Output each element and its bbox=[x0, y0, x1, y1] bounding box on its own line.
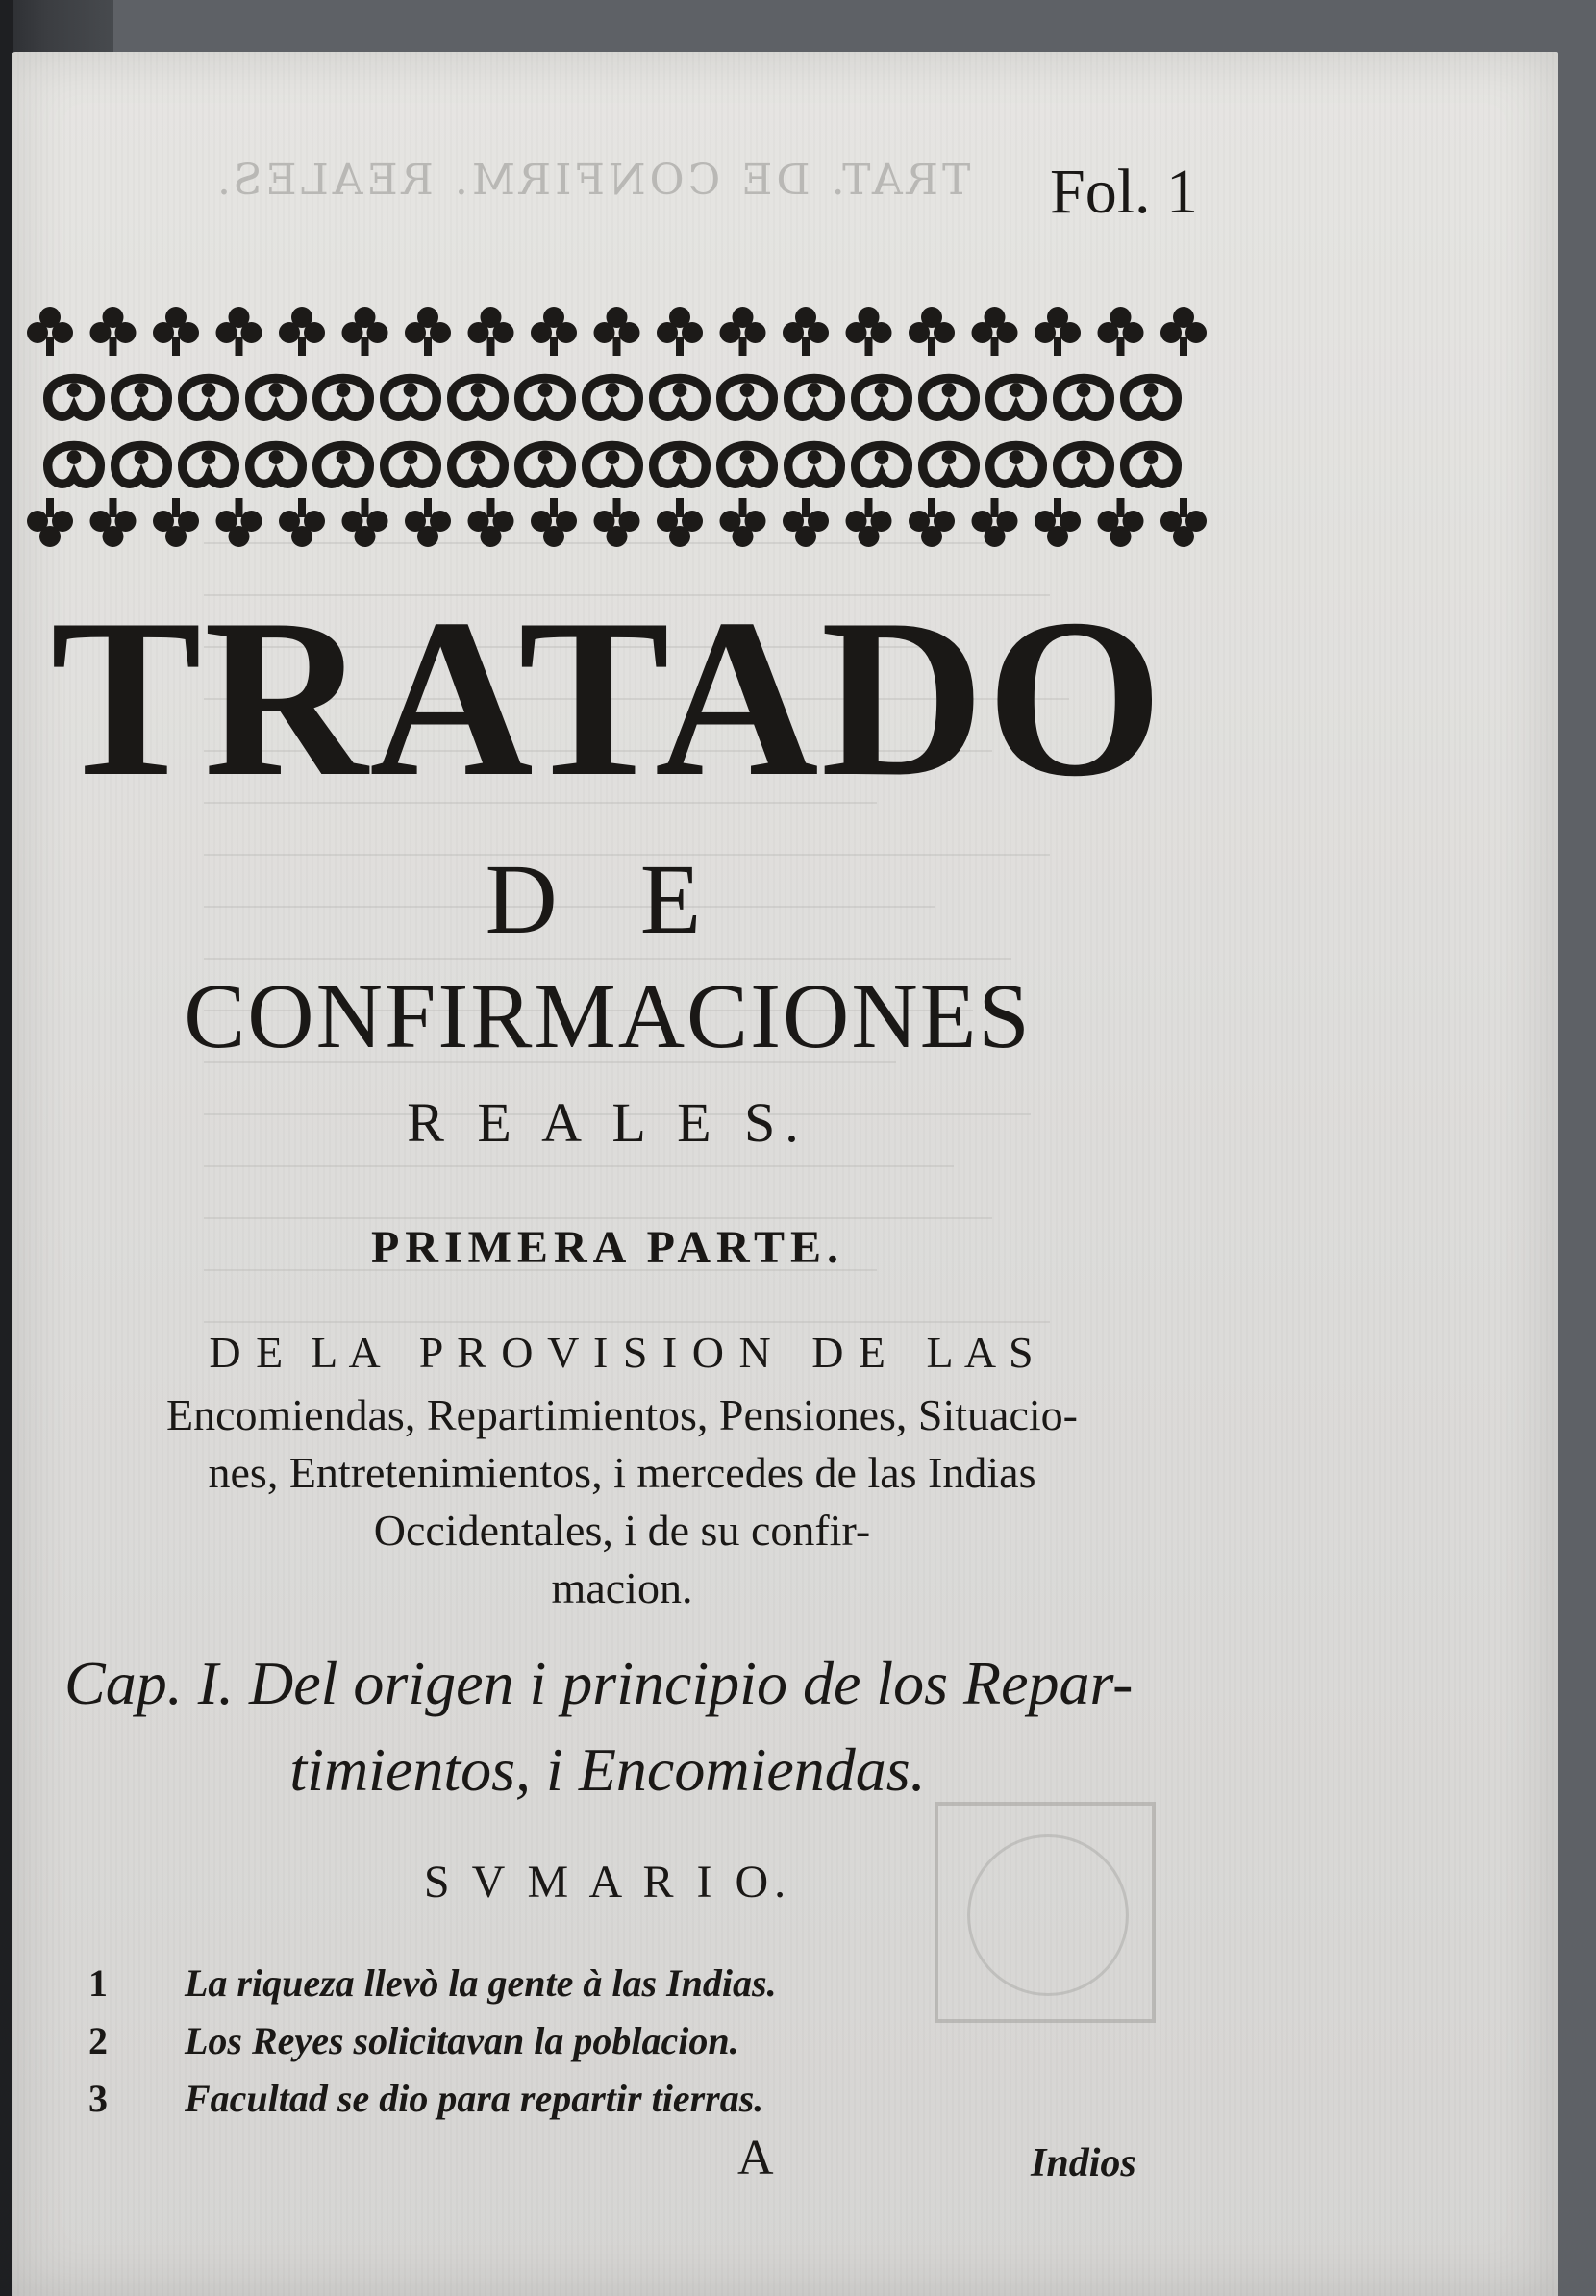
fleuron-icon bbox=[279, 498, 325, 547]
fleuron-icon bbox=[909, 498, 955, 547]
ornament-band bbox=[21, 292, 1209, 557]
fleuron-icon bbox=[1098, 498, 1144, 547]
fleuron-icon bbox=[586, 446, 639, 485]
fleuron-icon bbox=[783, 498, 829, 547]
title-reales: R E A L E S. bbox=[407, 1091, 809, 1154]
fleuron-icon bbox=[216, 307, 262, 356]
fleuron-icon bbox=[342, 498, 388, 547]
description-line-5: macion. bbox=[551, 1563, 693, 1612]
sumario-item bbox=[88, 2076, 763, 2121]
fleuron-icon bbox=[657, 498, 703, 547]
fleuron-icon bbox=[317, 446, 370, 485]
description-line-1: D E L A P R O V I S I O N D E L A S bbox=[209, 1328, 1035, 1377]
sumario-heading: S V M A R I O. bbox=[423, 1857, 792, 1908]
fleuron-icon bbox=[856, 379, 909, 417]
signature-mark: A bbox=[737, 2131, 774, 2185]
fleuron-icon bbox=[452, 446, 505, 485]
fleuron-icon bbox=[783, 307, 829, 356]
fleuron-icon bbox=[519, 446, 572, 485]
fleuron-icon bbox=[153, 307, 199, 356]
fleuron-icon bbox=[846, 498, 892, 547]
fleuron-icon bbox=[250, 446, 303, 485]
title-confirmaciones: CONFIRMACIONES bbox=[184, 964, 1032, 1067]
fleuron-icon bbox=[923, 446, 976, 485]
fleuron-icon bbox=[1125, 446, 1178, 485]
fleuron-icon bbox=[405, 307, 451, 356]
fleuron-icon bbox=[654, 379, 707, 417]
fleuron-icon bbox=[468, 307, 514, 356]
fleuron-icon bbox=[468, 498, 514, 547]
fleuron-icon bbox=[385, 446, 437, 485]
fleuron-icon bbox=[721, 379, 774, 417]
fleuron-icon bbox=[317, 379, 370, 417]
fleuron-icon bbox=[279, 307, 325, 356]
fleuron-icon bbox=[990, 379, 1043, 417]
fleuron-icon bbox=[909, 307, 955, 356]
fleuron-icon bbox=[846, 307, 892, 356]
catchword: Indios bbox=[1031, 2141, 1136, 2185]
fleuron-icon bbox=[216, 498, 262, 547]
fleuron-icon bbox=[594, 498, 640, 547]
sumario-item-number: 3 bbox=[88, 2077, 108, 2120]
fleuron-icon bbox=[27, 498, 73, 547]
fleuron-icon bbox=[1098, 307, 1144, 356]
sumario-item-text: Facultad se dio para repartir tierras. bbox=[185, 2077, 764, 2120]
fleuron-icon bbox=[788, 446, 841, 485]
fleuron-icon bbox=[1125, 379, 1178, 417]
fleuron-icon bbox=[923, 379, 976, 417]
title-tratado: TRATADO bbox=[50, 573, 1165, 824]
running-head-bleed: TRAT. DE CONFIRM. REALES. bbox=[213, 156, 971, 205]
sumario-item bbox=[88, 2018, 739, 2063]
fleuron-icon bbox=[48, 446, 101, 485]
fleuron-icon bbox=[788, 379, 841, 417]
bleed-through-initial-icon bbox=[935, 1802, 1156, 2023]
fleuron-icon bbox=[1058, 446, 1110, 485]
fleuron-icon bbox=[654, 446, 707, 485]
fleuron-icon bbox=[856, 446, 909, 485]
fleuron-icon bbox=[531, 307, 577, 356]
book-page bbox=[12, 52, 1558, 2296]
fleuron-icon bbox=[27, 307, 73, 356]
sumario-item-number: 2 bbox=[88, 2019, 108, 2062]
fleuron-icon bbox=[405, 498, 451, 547]
fleuron-icon bbox=[972, 307, 1018, 356]
fleuron-icon bbox=[183, 379, 236, 417]
fleuron-icon bbox=[342, 307, 388, 356]
fleuron-icon bbox=[1160, 498, 1207, 547]
fleuron-icon bbox=[250, 379, 303, 417]
fleuron-icon bbox=[720, 498, 766, 547]
fleuron-band-icon bbox=[21, 292, 1209, 557]
title-de: D E bbox=[485, 844, 731, 955]
fleuron-icon bbox=[90, 307, 137, 356]
fleuron-icon bbox=[657, 307, 703, 356]
fleuron-icon bbox=[385, 379, 437, 417]
fleuron-icon bbox=[183, 446, 236, 485]
sumario-item bbox=[88, 1960, 777, 2006]
chapter-heading-line-2: timientos, i Encomiendas. bbox=[289, 1735, 926, 1804]
description-line-2: Encomiendas, Repartimientos, Pensiones, Situacio- bbox=[166, 1390, 1078, 1439]
fleuron-icon bbox=[115, 379, 168, 417]
fleuron-icon bbox=[1035, 307, 1081, 356]
fleuron-icon bbox=[48, 379, 101, 417]
fleuron-icon bbox=[586, 379, 639, 417]
sumario-item-number: 1 bbox=[88, 1961, 108, 2005]
fleuron-icon bbox=[519, 379, 572, 417]
fleuron-icon bbox=[90, 498, 137, 547]
fleuron-icon bbox=[1160, 307, 1207, 356]
fleuron-icon bbox=[990, 446, 1043, 485]
chapter-heading-line-1: Cap. I. Del origen i principio de los Repar- bbox=[64, 1649, 1134, 1717]
sumario-item-text: Los Reyes solicitavan la poblacion. bbox=[185, 2019, 739, 2062]
description-line-3: nes, Entretenimientos, i mercedes de las Indias bbox=[208, 1448, 1036, 1497]
description-line-4: Occidentales, i de su confir- bbox=[373, 1506, 871, 1555]
fleuron-icon bbox=[153, 498, 199, 547]
part-heading: PRIMERA PARTE. bbox=[370, 1222, 845, 1273]
fleuron-icon bbox=[972, 498, 1018, 547]
fleuron-icon bbox=[721, 446, 774, 485]
fleuron-icon bbox=[594, 307, 640, 356]
folio-number: Fol. 1 bbox=[1050, 157, 1199, 227]
fleuron-icon bbox=[452, 379, 505, 417]
fleuron-icon bbox=[1035, 498, 1081, 547]
fleuron-icon bbox=[531, 498, 577, 547]
fleuron-icon bbox=[1058, 379, 1110, 417]
fleuron-icon bbox=[115, 446, 168, 485]
sumario-item-text: La riqueza llevò la gente à las Indias. bbox=[185, 1961, 777, 2005]
fleuron-icon bbox=[720, 307, 766, 356]
